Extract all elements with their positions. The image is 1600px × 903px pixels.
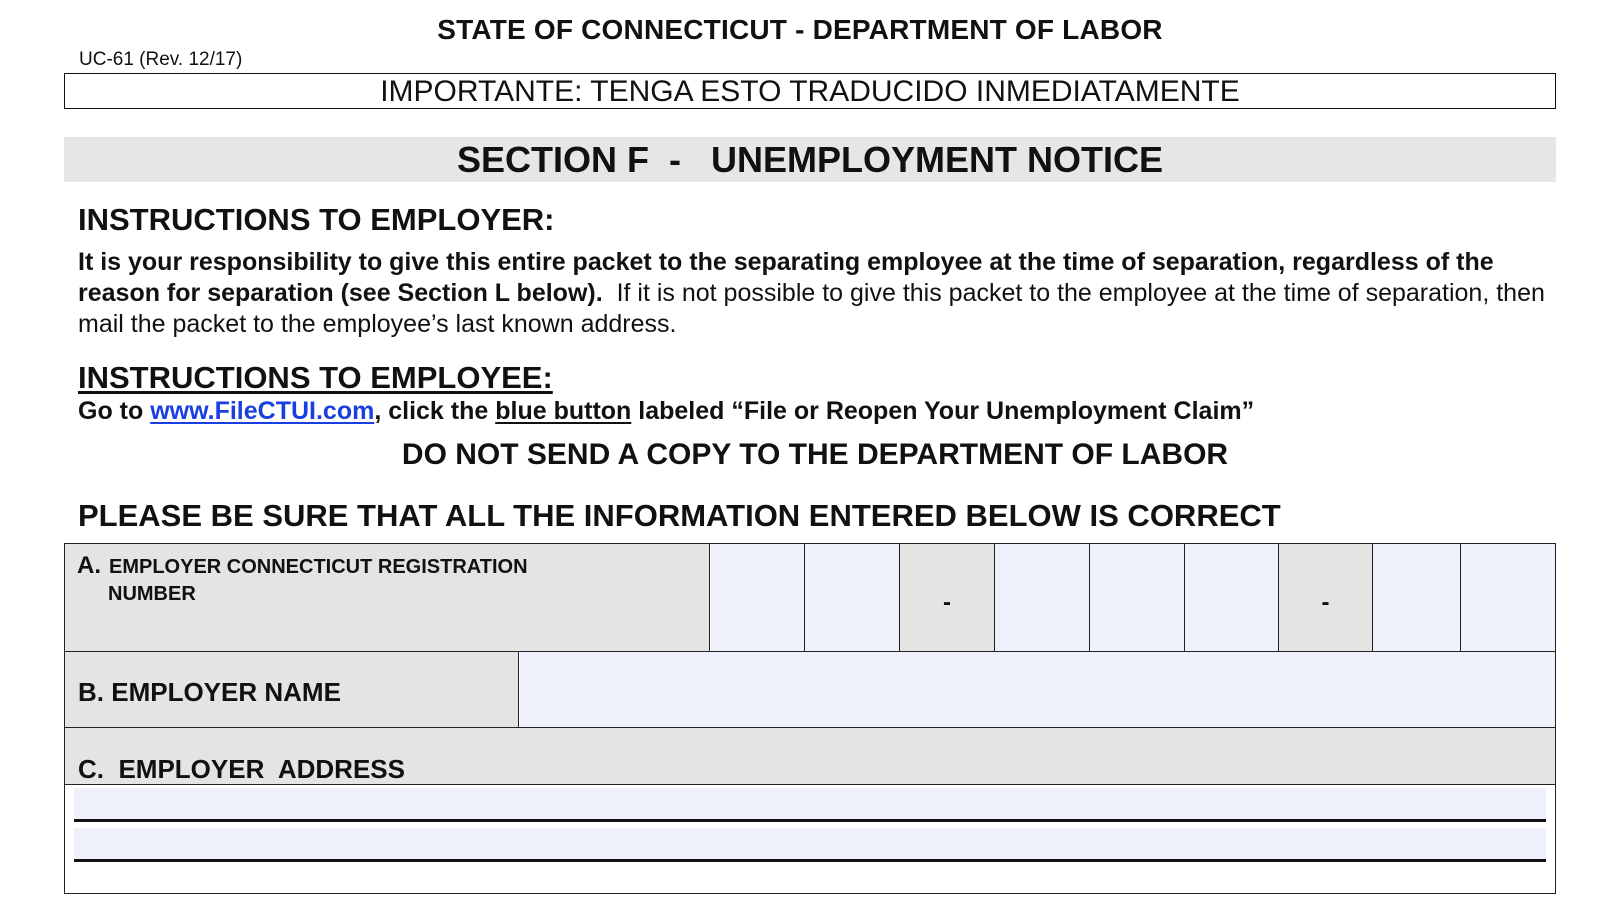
employer-address-line2-input[interactable] [74,828,1546,860]
employer-instructions-bold: It is your responsibility to give this entire packet to the separating employee at the time of separation, regardless of the reason for separation (see Section L below). [78,248,1494,307]
employer-instructions-heading: INSTRUCTIONS TO EMPLOYER: [78,202,555,237]
row-a-label-line1: EMPLOYER CONNECTICUT REGISTRATION [109,556,528,578]
row-divider [64,784,1556,785]
click-the-text: , click the [374,397,489,425]
registration-number-label [77,552,528,608]
section-title: SECTION F - UNEMPLOYMENT NOTICE [64,137,1556,182]
employer-address-label: C. EMPLOYER ADDRESS [78,754,405,784]
employer-instructions-text [78,247,1558,340]
employee-instructions-text [78,397,1254,426]
registration-separator-2: - [1279,544,1373,651]
labeled-text: labeled “File or Reopen Your Unemployment Claim” [638,397,1255,425]
registration-digit-3[interactable] [995,544,1090,651]
translation-notice: IMPORTANTE: TENGA ESTO TRADUCIDO INMEDIATAMENTE [64,73,1556,109]
do-not-send-notice: DO NOT SEND A COPY TO THE DEPARTMENT OF LABOR [401,438,1229,471]
department-title: STATE OF CONNECTICUT - DEPARTMENT OF LABOR [437,14,1163,45]
address-line-rule [74,819,1546,822]
filectui-link[interactable]: www.FileCTUI.com [150,397,375,425]
registration-digit-7[interactable] [1461,544,1555,651]
registration-digit-2[interactable] [805,544,900,651]
registration-digit-6[interactable] [1373,544,1461,651]
go-to-text: Go to [78,397,144,425]
address-line-rule [74,859,1546,862]
verify-information-heading: PLEASE BE SURE THAT ALL THE INFORMATION ENTERED BELOW IS CORRECT [78,498,1281,533]
employer-address-line1-input[interactable] [74,788,1546,820]
registration-digit-4[interactable] [1090,544,1185,651]
employer-instructions-normal: If it is not possible to give this packet to the employee at the time of separation, then mail the packet to the employee’s last known address. [78,279,1545,338]
registration-digit-1[interactable] [711,544,805,651]
row-a-letter: A. [77,552,101,579]
row-a-label-line2: NUMBER [108,583,196,605]
registration-separator-1: - [900,544,995,651]
form-id: UC-61 (Rev. 12/17) [79,49,243,70]
employee-instructions-heading: INSTRUCTIONS TO EMPLOYEE: [78,360,553,395]
blue-button-reference: blue button [495,397,632,425]
employer-name-input[interactable] [520,652,1555,727]
employer-name-label: B. EMPLOYER NAME [78,677,341,707]
registration-digit-5[interactable] [1185,544,1279,651]
